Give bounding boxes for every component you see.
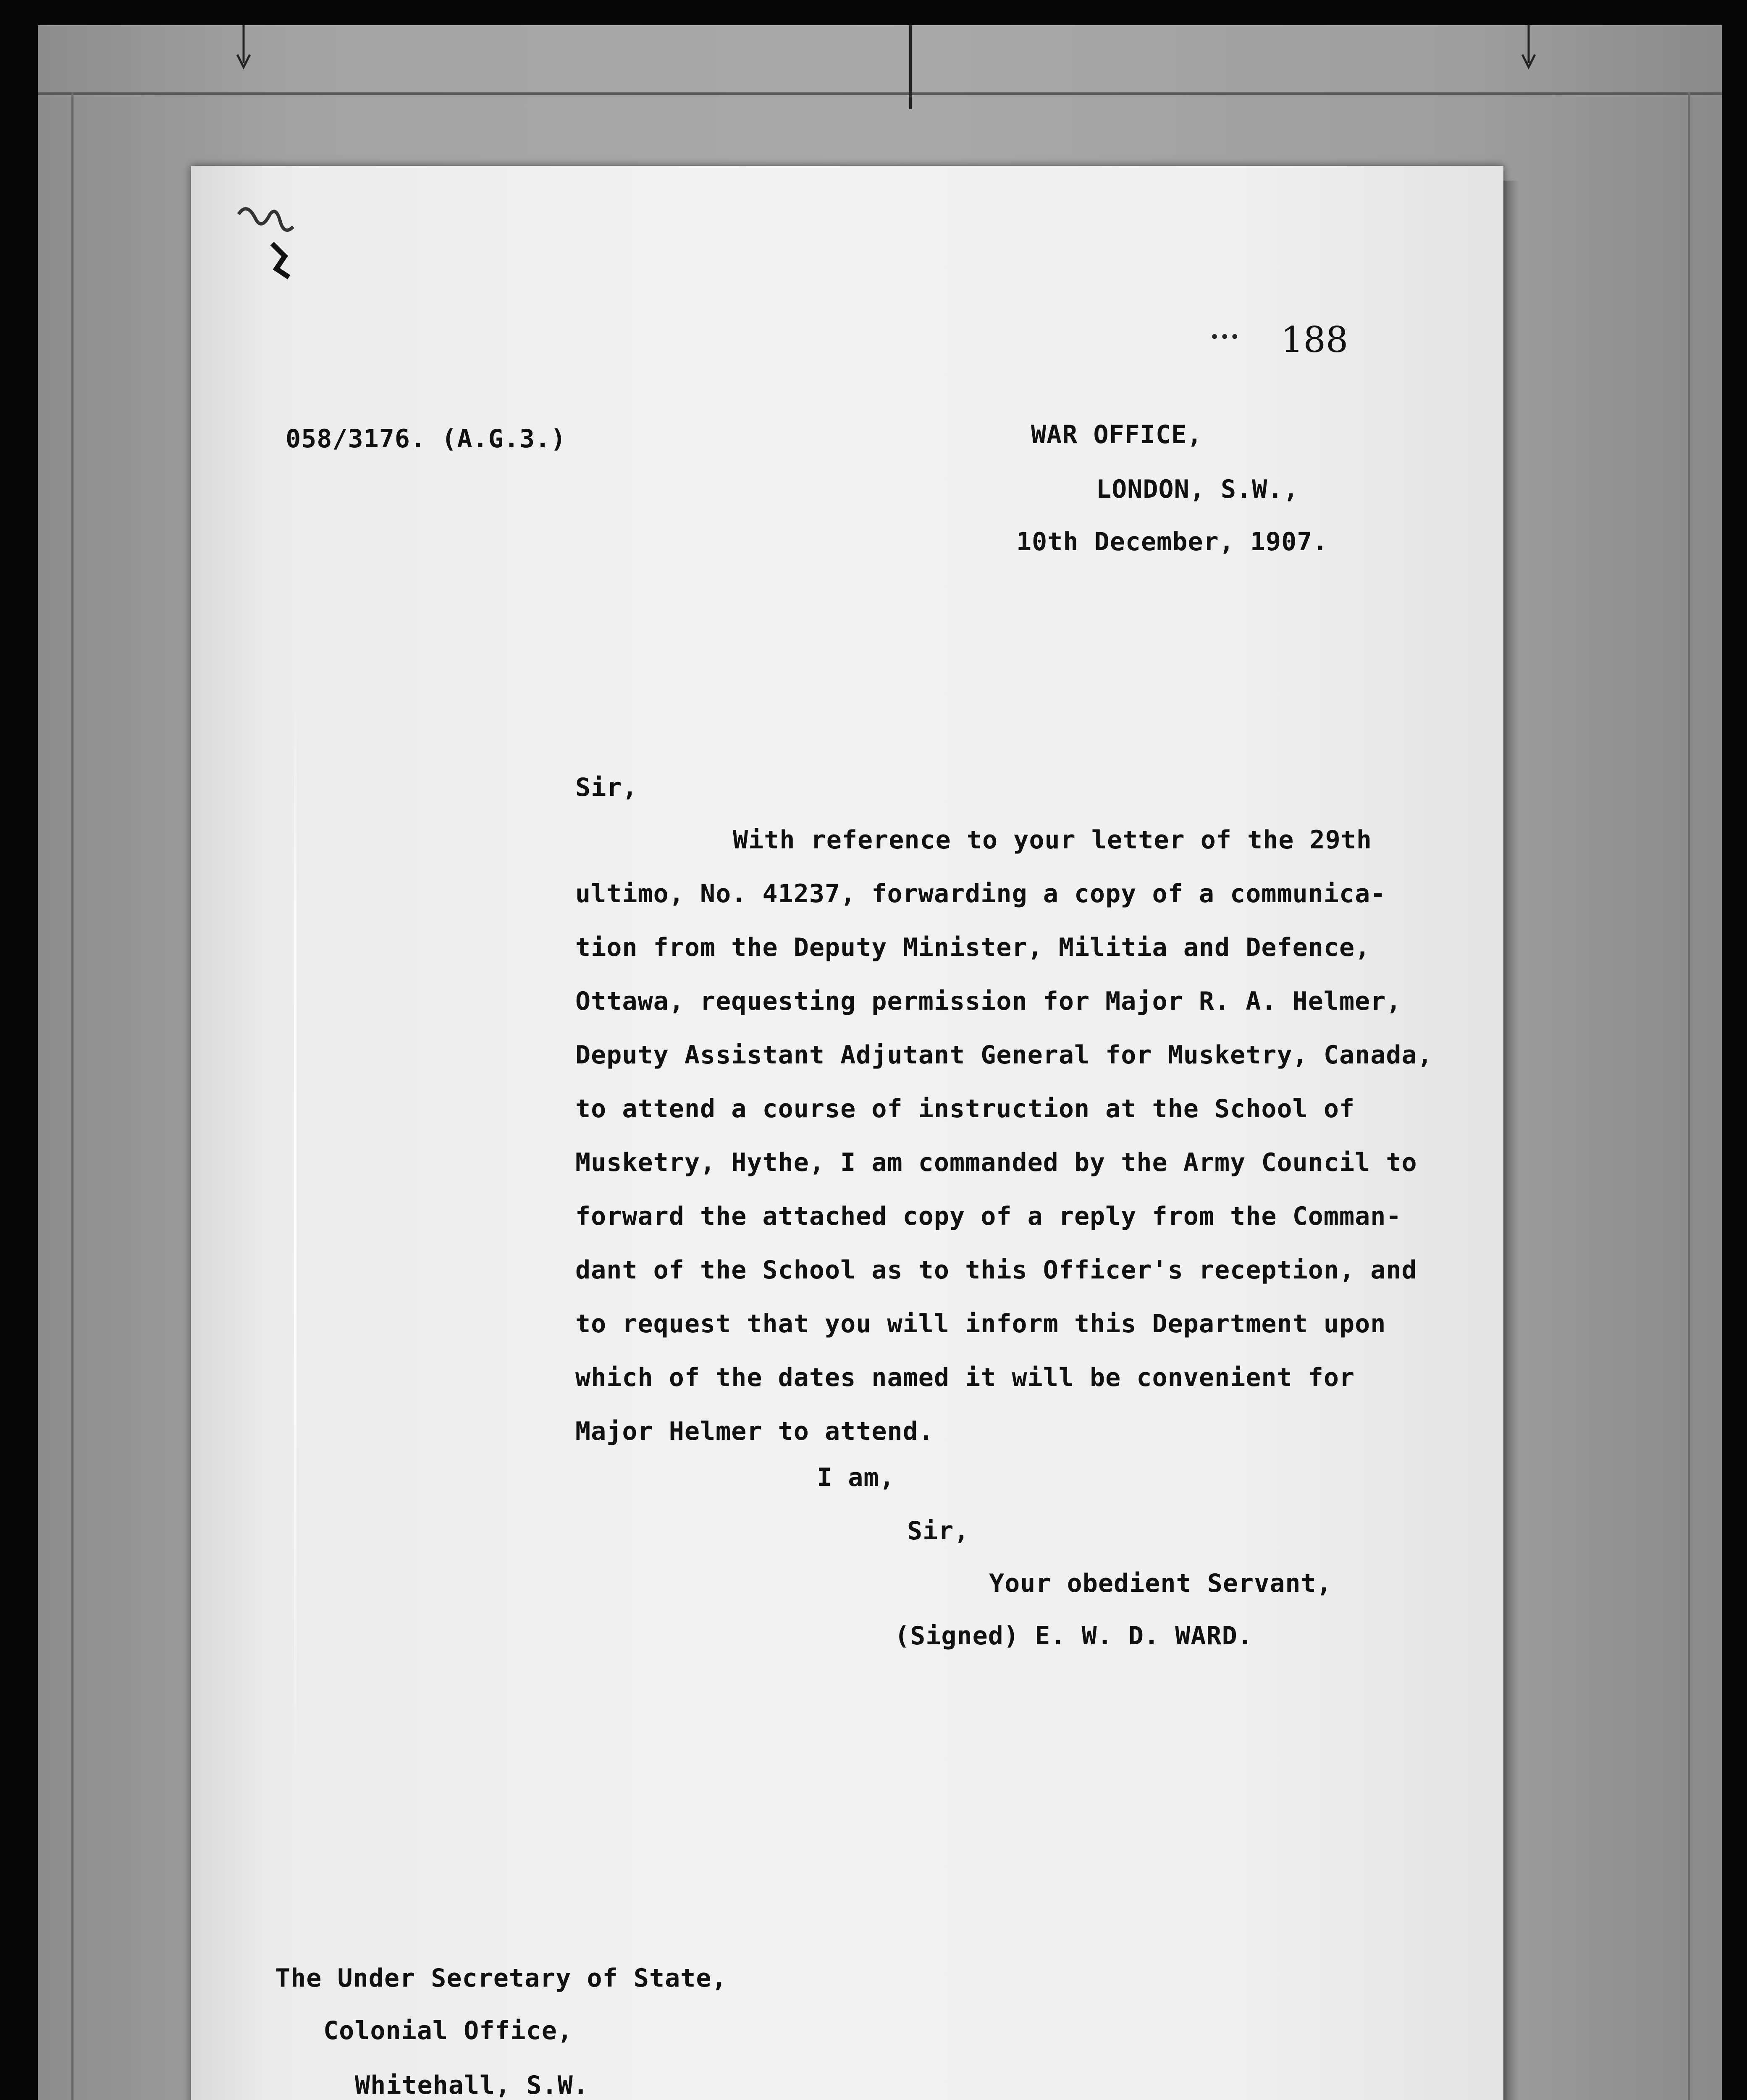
page-number: 188 (1281, 319, 1348, 360)
page-crease (294, 693, 296, 1785)
letter-page (191, 166, 1503, 2100)
body-line: to request that you will inform this Department upon (575, 1309, 1386, 1339)
body-line: Ottawa, requesting permission for Major R. A. Helmer, (575, 987, 1402, 1016)
mount-rule-top (38, 92, 1722, 95)
body-line: to attend a course of instruction at the School of (575, 1094, 1355, 1124)
body-line: tion from the Deputy Minister, Militia and Defence, (575, 933, 1371, 962)
stamp-dash-mark: ••• (1209, 328, 1240, 347)
letter-date: 10th December, 1907. (1016, 527, 1328, 556)
body-line: forward the attached copy of a reply from the Comman- (575, 1202, 1402, 1231)
page-shadow (1503, 181, 1519, 2100)
closing-line: Your obedient Servant, (989, 1569, 1332, 1598)
body-line: which of the dates named it will be convenient for (575, 1363, 1355, 1392)
sender-office: WAR OFFICE, (1031, 420, 1203, 449)
salutation: Sir, (575, 773, 638, 802)
registration-tick-left (235, 25, 252, 76)
mount-rule-right (1688, 92, 1690, 2100)
body-line: dant of the School as to this Officer's reception, and (575, 1255, 1417, 1285)
body-line: With reference to your letter of the 29th (733, 825, 1372, 855)
signature: (Signed) E. W. D. WARD. (894, 1621, 1253, 1651)
registration-tick-right (1520, 25, 1537, 76)
addressee-line: The Under Secretary of State, (275, 1964, 727, 1993)
mount-rule-left (71, 92, 73, 2100)
mount-rule-center (909, 25, 912, 109)
body-line: Musketry, Hythe, I am commanded by the Army Council to (575, 1148, 1417, 1177)
margin-annotation-mark (230, 197, 302, 281)
file-reference: 058/3176. (A.G.3.) (286, 424, 567, 454)
body-line: Deputy Assistant Adjutant General for Musketry, Canada, (575, 1040, 1433, 1070)
closing-line: Sir, (907, 1516, 970, 1546)
body-line: Major Helmer to attend. (575, 1417, 934, 1446)
sender-city: LONDON, S.W., (1096, 475, 1299, 504)
closing-line: I am, (817, 1463, 895, 1492)
addressee-line: Whitehall, S.W. (355, 2071, 589, 2100)
addressee-line: Colonial Office, (323, 2016, 573, 2045)
body-line: ultimo, No. 41237, forwarding a copy of a communica- (575, 879, 1386, 908)
